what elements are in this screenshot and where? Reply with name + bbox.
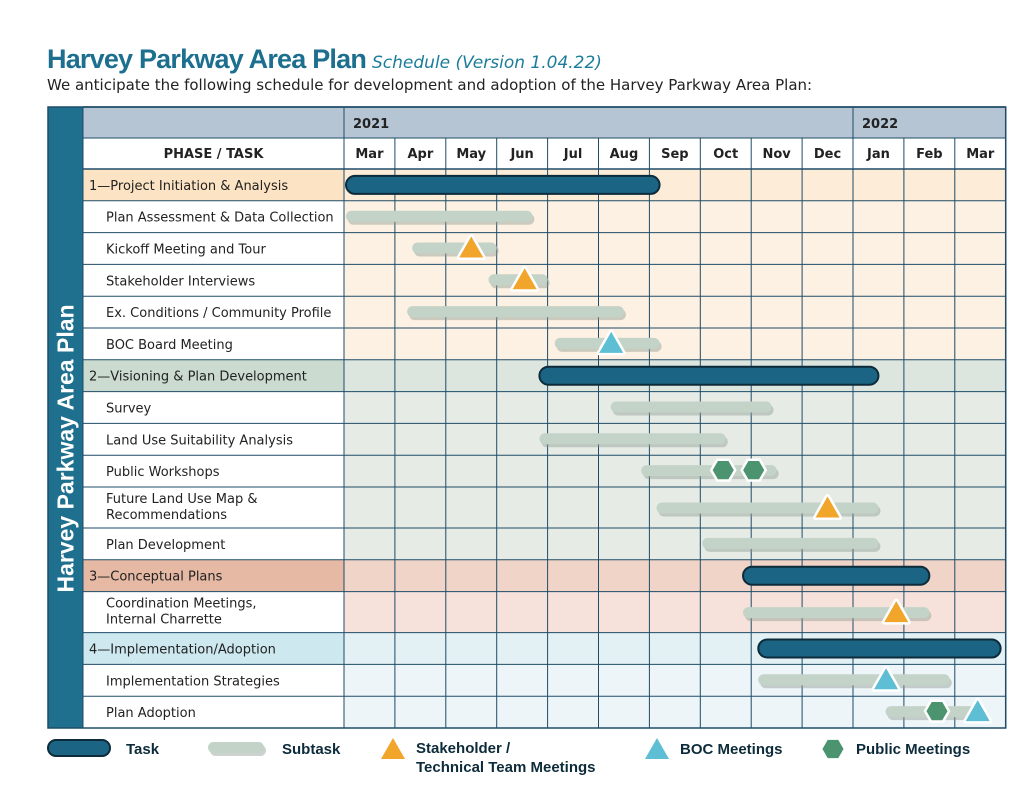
intro-text: We anticipate the following schedule for development and adoption of the Harvey Parkway Area Plan: [47,76,813,94]
phase-label: 3—Conceptual Plans [89,569,223,585]
subtask-bar [539,433,725,444]
legend-subtask-swatch [208,742,264,753]
month-label: Jun [510,147,534,162]
page-title: Harvey Parkway Area Plan [47,44,367,74]
legend-label: Subtask [282,741,341,758]
month-label: May [456,147,487,162]
legend-item-public [821,739,970,760]
public-marker [742,460,766,481]
year-label-2021: 2021 [353,117,390,132]
subtask-bar [412,243,497,254]
task-label: Public Workshops [106,465,220,481]
public-marker [925,701,949,722]
task-label: Plan Assessment & Data Collection [106,210,334,226]
public-marker [711,460,735,481]
row-band [344,528,1006,560]
month-label: Aug [609,147,639,162]
legend-label: Public Meetings [856,741,971,758]
legend-item-task [48,740,160,758]
legend-label: Task [126,741,160,758]
task-bar [539,367,878,385]
subtask-bar [407,306,624,317]
task-label: Ex. Conditions / Community Profile [106,306,332,322]
month-label: Mar [355,147,384,162]
task-label: Implementation Strategies [106,674,280,690]
year-label-2022: 2022 [862,117,899,132]
task-label: BOC Board Meeting [106,337,233,353]
month-label: Mar [966,147,995,162]
legend-item-stakeholder [381,738,596,776]
subtask-bar [758,674,949,685]
legend-boc-icon [645,738,669,759]
legend-item-subtask [208,741,341,758]
month-label: Feb [916,147,943,162]
legend-label: BOC Meetings [680,741,783,758]
month-label: Dec [813,147,842,162]
month-label: Jul [563,147,583,162]
task-bar [743,567,929,585]
row-band [344,328,1006,360]
legend-stakeholder-icon [381,738,405,759]
task-label: Plan Adoption [106,706,196,722]
task-column-header: PHASE / TASK [163,147,264,162]
task-label: Future Land Use Map & Recommendations [106,492,258,523]
legend-task-swatch [48,740,110,756]
phase-label: 2—Visioning & Plan Development [89,369,307,385]
task-label: Kickoff Meeting and Tour [106,242,266,258]
phase-label: 4—Implementation/Adoption [89,642,276,658]
subtask-bar [702,538,878,549]
legend-item-boc [645,738,783,759]
month-label: Jan [867,147,890,162]
task-bar [346,176,660,194]
legend-public-icon [821,739,845,760]
subtask-bar [611,402,772,413]
month-label: Oct [713,147,739,162]
task-label: Survey [106,401,152,417]
phase-label: 1—Project Initiation & Analysis [89,178,289,194]
subtask-bar [346,211,532,222]
task-label: Land Use Suitability Analysis [106,433,293,449]
task-bar [758,640,1000,658]
month-label: Apr [407,147,434,162]
month-label: Sep [661,147,689,162]
legend-label: Stakeholder / Technical Team Meetings [416,740,596,776]
subtask-bar [656,503,878,514]
task-label: Coordination Meetings, Internal Charrette [106,596,257,628]
task-label: Plan Development [106,537,226,553]
month-label: Nov [762,147,791,162]
legend [48,738,970,776]
task-label: Stakeholder Interviews [106,274,256,290]
side-band-label: Harvey Parkway Area Plan [52,304,79,593]
page-subtitle: Schedule (Version 1.04.22) [372,53,602,73]
row-band [344,264,1006,296]
